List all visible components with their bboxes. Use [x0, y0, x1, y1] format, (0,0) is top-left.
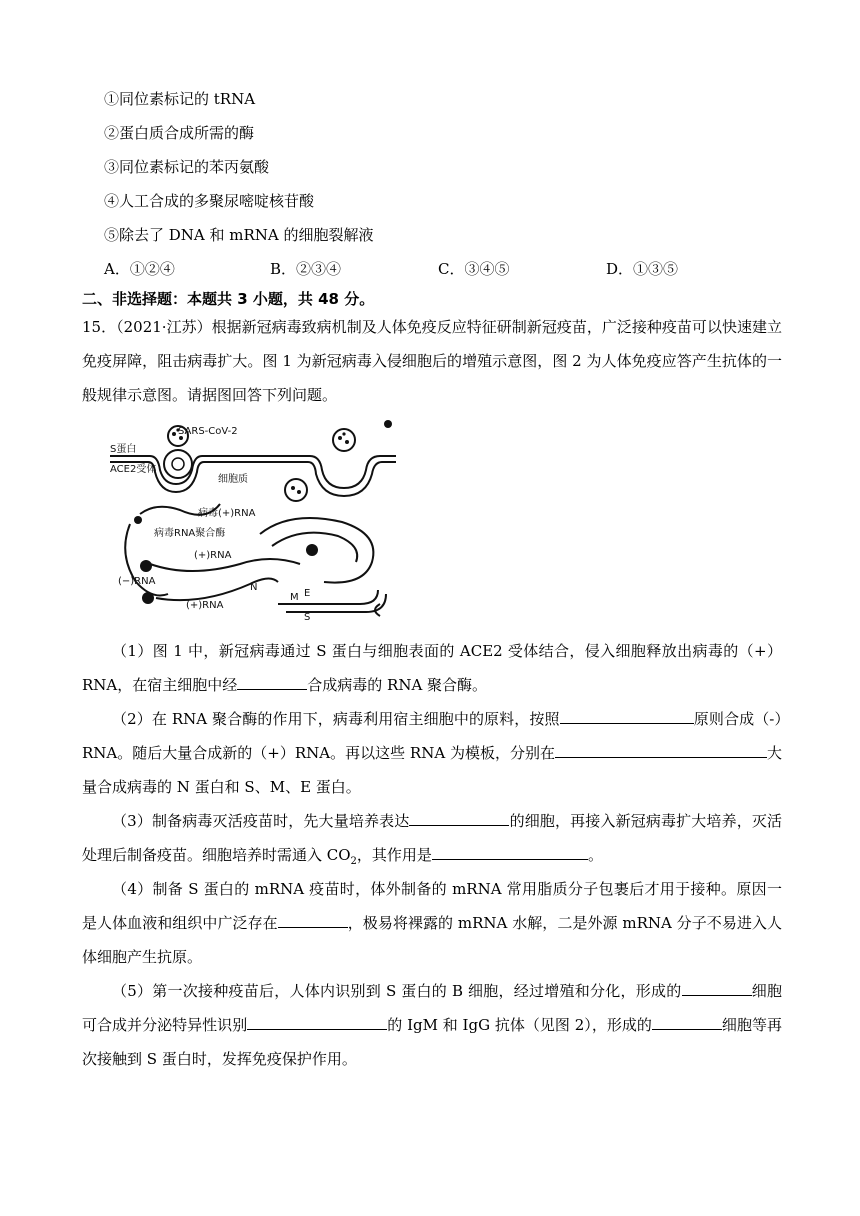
answer-blank-5[interactable]: [432, 841, 588, 860]
answer-blank-3[interactable]: [555, 739, 767, 758]
part-5-text-b: 细胞可合成并分泌特异性识别: [82, 982, 782, 1034]
question-part-3: [82, 804, 782, 879]
option-3: ③同位素标记的苯丙氨酸: [104, 158, 270, 176]
virus-replication-diagram: [110, 414, 396, 624]
part-3-text-b: 的细胞，再接入新冠病毒扩大培养，灭活处理后制备疫苗。细胞培养时需通入 CO: [82, 812, 782, 864]
part-1-text-b: 合成病毒的 RNA 聚合酶。: [307, 676, 488, 694]
label-virus-rna: 病毒(+)RNA: [198, 508, 256, 519]
label-plus-rna-2: (+)RNA: [186, 600, 224, 611]
part-4-text-a: （4）制备 S 蛋白的 mRNA 疫苗时，体外制备的 mRNA 常用脂质分子包裹后才用于接种。原因一是人体血液和组织中广泛存在: [82, 880, 782, 932]
answer-blank-9[interactable]: [652, 1011, 722, 1030]
label-ace2: ACE2受体: [110, 464, 157, 475]
question-part-2: [82, 702, 782, 804]
label-s: S: [304, 612, 311, 623]
part-1-text-a: （1）图 1 中，新冠病毒通过 S 蛋白与细胞表面的 ACE2 受体结合，侵入细胞释放出病毒的（+）RNA，在宿主细胞中经: [82, 642, 782, 694]
option-1: ①同位素标记的 tRNA: [104, 90, 256, 108]
answer-blank-6[interactable]: [278, 909, 348, 928]
label-m: M: [290, 592, 299, 603]
choice-c[interactable]: C．③④⑤: [438, 260, 510, 278]
answer-blank-8[interactable]: [247, 1011, 387, 1030]
part-5-text-a: （5）第一次接种疫苗后，人体内识别到 S 蛋白的 B 细胞，经过增殖和分化，形成的: [112, 982, 682, 1000]
answer-choices: [104, 258, 804, 280]
part-3-text-a: （3）制备病毒灭活疫苗时，先大量培养表达: [112, 812, 410, 830]
label-sars-cov-2: SARS-CoV-2: [178, 426, 238, 437]
answer-blank-2[interactable]: [560, 705, 694, 724]
choice-a[interactable]: A．①②④: [104, 260, 175, 278]
question-part-4: [82, 872, 782, 974]
answer-blank-7[interactable]: [682, 977, 752, 996]
part-5-text-c: 的 IgM 和 IgG 抗体（见图 2），形成的: [387, 1016, 652, 1034]
label-cytoplasm: 细胞质: [218, 474, 248, 485]
part-5-text-d: 细胞等再次接触到 S 蛋白时，发挥免疫保护作用。: [82, 1016, 782, 1068]
option-5: ⑤除去了 DNA 和 mRNA 的细胞裂解液: [104, 226, 374, 244]
label-s-protein: S蛋白: [110, 444, 137, 455]
part-2-text-a: （2）在 RNA 聚合酶的作用下，病毒利用宿主细胞中的原料，按照: [112, 710, 560, 728]
figure-1-virus-replication: [110, 414, 396, 624]
question-part-1: [82, 634, 782, 702]
label-polymerase: 病毒RNA聚合酶: [154, 528, 226, 539]
choice-b[interactable]: B．②③④: [270, 260, 342, 278]
section-title: 二、非选择题：本题共 3 小题，共 48 分。: [82, 290, 375, 308]
option-2: ②蛋白质合成所需的酶: [104, 124, 255, 142]
part-2-text-b: 原则合成（-）RNA。随后大量合成新的（+）RNA。再以这些 RNA 为模板，分别在: [82, 710, 782, 762]
question-intro: 15．（2021·江苏）根据新冠病毒致病机制及人体免疫反应特征研制新冠疫苗，广泛接种疫苗可以快速建立免疫屏障，阻击病毒扩大。图 1 为新冠病毒入侵细胞后的增殖示意图，图 2 为人体免疫应答产生抗体的一般规律示意图。请据图回答下列问题。: [82, 318, 782, 404]
part-4-text-b: ，极易将裸露的 mRNA 水解，二是外源 mRNA 分子不易进入人体细胞产生抗原。: [82, 914, 782, 966]
choice-d[interactable]: D．①③⑤: [606, 260, 679, 278]
part-3-text-d: 。: [587, 846, 603, 864]
co2-subscript: 2: [350, 856, 357, 867]
label-minus-rna: (−)RNA: [118, 576, 156, 587]
label-n: N: [250, 582, 258, 593]
part-3-text-c: ，其作用是: [356, 846, 432, 864]
label-plus-rna-1: (+)RNA: [194, 550, 232, 561]
question-part-5: [82, 974, 782, 1076]
part-2-text-c: 大量合成病毒的 N 蛋白和 S、M、E 蛋白。: [82, 744, 782, 796]
answer-blank-1[interactable]: [237, 671, 307, 690]
option-4: ④人工合成的多聚尿嘧啶核苷酸: [104, 192, 315, 210]
answer-blank-4[interactable]: [409, 807, 509, 826]
label-e: E: [304, 588, 311, 599]
